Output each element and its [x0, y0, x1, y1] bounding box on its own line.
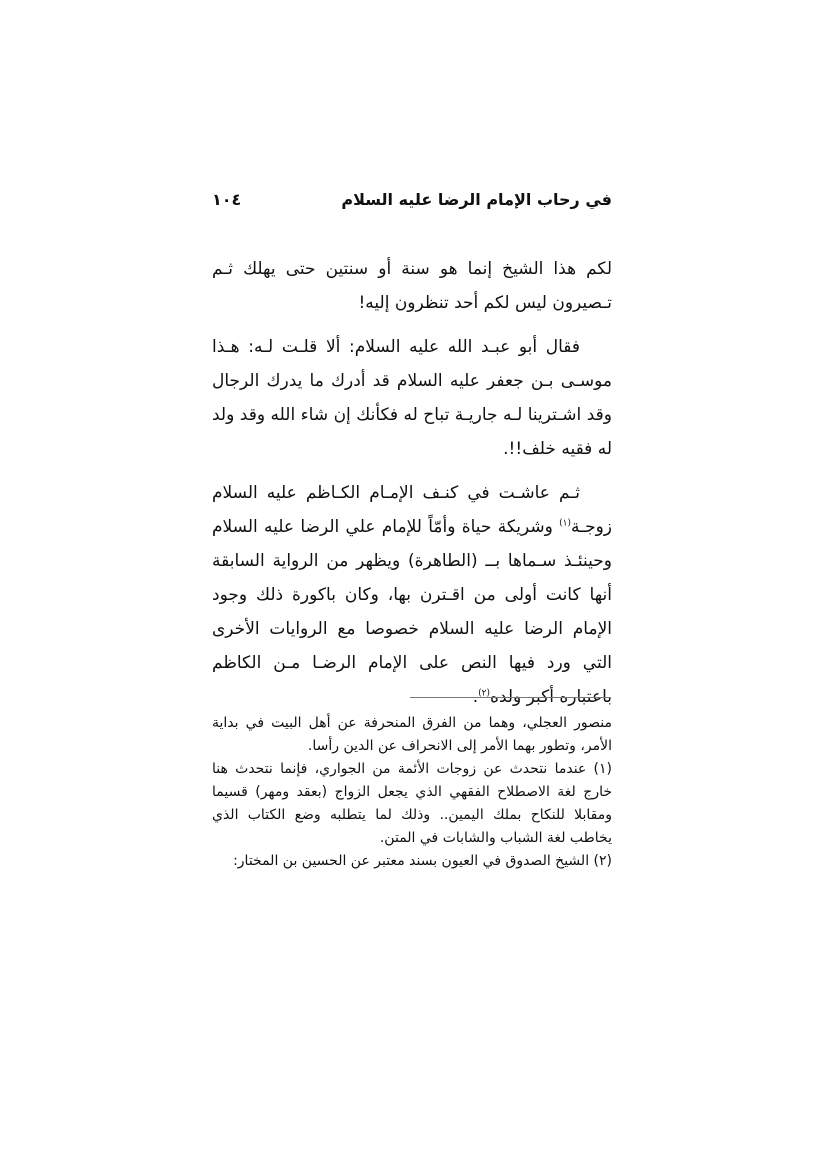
page-number: ١٠٤	[212, 190, 242, 209]
main-text	[212, 252, 612, 724]
paragraph-1: لكم هذا الشيخ إنما هو سنة أو سنتين حتى يهلك ثـم تـصيرون ليس لكم أحد تنظرون إليه!	[212, 259, 612, 313]
paragraph-3-text: ثـم عاشـت في كنـف الإمـام الكـاظم عليه السلام زوجـة	[212, 483, 612, 537]
paragraph-3-continued: وشريكة حياة وأمّاً للإمام علي الرضا عليه السلام وحينئـذ سـماها بــ (الطاهرة) ويظهر من الرواية السابقة أنها كانت أولى من اقـترن بها، وكان باكورة ذلك وجود الإمام الرضا عليه السلام خصوصا مع الروايات الأخرى التي ورد فيها النص على الإمام الرضـا مـن الكاظم باعتباره أكبر ولده	[212, 517, 612, 707]
running-header	[212, 186, 612, 216]
footnote-ref-2[interactable]: (٢)	[478, 688, 491, 699]
paragraph-2: فقال أبو عبـد الله عليه السلام: ألا قلـت لـه: هـذا موسـى بـن جعفر عليه السلام قد أدرك ما يدرك الرجال وقد اشـترينا لـه جاريـة تباح له فكأنك إن شاء الله وقد ولد له فقيه خلف!!.	[212, 337, 612, 459]
footnote-divider	[410, 697, 610, 698]
footnote-continuation: منصور العجلي، وهما من الفرق المنحرفة عن أهل البيت في بداية الأمر، وتطور بهما الأمر إلى الانحراف عن الدين رأسا.	[212, 715, 612, 754]
header-title: في رحاب الإمام الرضا ‏عليه السلام	[341, 190, 612, 209]
footnote-ref-1[interactable]: (١)	[559, 518, 571, 529]
footnote-2: (٢) الشيخ الصدوق في العيون بسند معتبر عن الحسين بن المختار:	[233, 853, 612, 869]
footnotes	[212, 712, 612, 873]
paragraph-end-period: .	[472, 687, 479, 707]
footnote-1: (١) عندما نتحدث عن زوجات الأئمة من الجواري، فإنما نتحدث هنا خارج لغة الاصطلاح الفقهي الذي يجعل الزواج (بعقد ومهر) قسيما ومقابلا للنكاح بملك اليمين.. وذلك لما يتطلبه وضع الكتاب الذي يخاطب لغة الشباب والشابات في المتن.	[212, 761, 612, 846]
paragraph-3	[212, 476, 612, 714]
